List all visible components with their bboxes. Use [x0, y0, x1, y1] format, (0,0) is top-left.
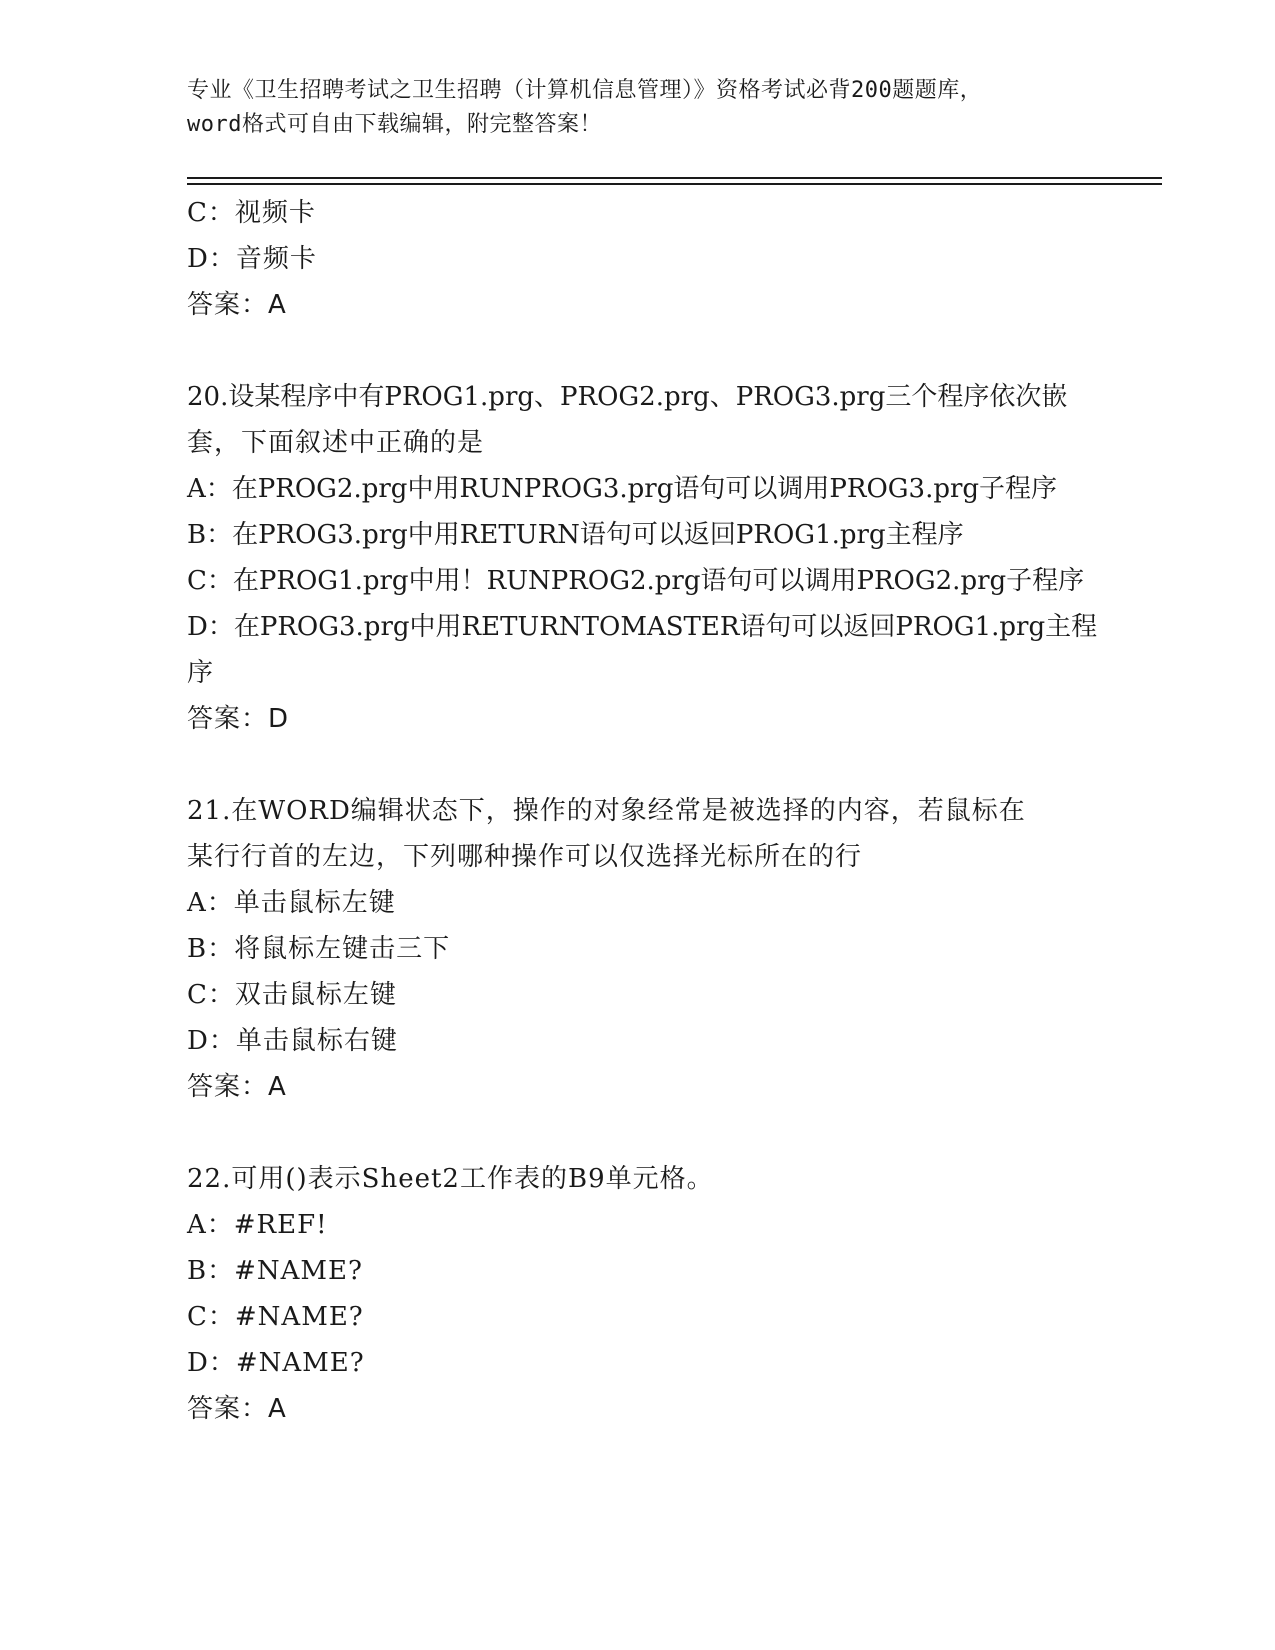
option-c: C：在PROG1.prg中用！RUNPROG2.prg语句可以调用PROG2.prg子程序: [187, 566, 1085, 596]
option-c: C：视频卡: [187, 198, 316, 228]
question-stem-line-1: 20.设某程序中有PROG1.prg、PROG2.prg、PROG3.prg三个程序依次嵌: [187, 382, 1068, 412]
option-a: A：#REF!: [187, 1210, 328, 1240]
option-b: B：在PROG3.prg中用RETURN语句可以返回PROG1.prg主程序: [187, 520, 964, 550]
header-divider-top: [187, 177, 1162, 179]
header-title-line-1: 专业《卫生招聘考试之卫生招聘（计算机信息管理）》资格考试必背200题题库，: [187, 78, 983, 103]
page-header: [187, 74, 1087, 142]
option-d-line-1: D：在PROG3.prg中用RETURNTOMASTER语句可以返回PROG1.prg主程: [187, 612, 1098, 642]
option-d-line-2: 序: [187, 658, 215, 688]
answer-line: 答案：D: [187, 704, 290, 734]
option-b: B：#NAME?: [187, 1256, 363, 1286]
option-d: D：音频卡: [187, 244, 317, 274]
option-c: C：#NAME?: [187, 1302, 364, 1332]
option-a: A：在PROG2.prg中用RUNPROG3.prg语句可以调用PROG3.prg子程序: [187, 474, 1058, 504]
option-b: B：将鼠标左键击三下: [187, 934, 451, 964]
question-stem-line-2: 某行行首的左边，下列哪种操作可以仅选择光标所在的行: [187, 842, 863, 872]
question-stem-line-2: 套，下面叙述中正确的是: [187, 428, 485, 458]
question-19-tail: [187, 190, 1087, 328]
question-content: [187, 190, 1098, 1432]
question-spacer: [187, 742, 1087, 788]
question-stem-line-1: 21.在WORD编辑状态下，操作的对象经常是被选择的内容，若鼠标在: [187, 796, 1026, 826]
answer-line: 答案：A: [187, 290, 287, 320]
option-a: A：单击鼠标左键: [187, 888, 396, 918]
question-22: [187, 1156, 1087, 1432]
question-21: [187, 788, 1087, 1110]
header-title-line-2: word格式可自由下载编辑，附完整答案！: [187, 112, 602, 137]
header-divider-bottom: [187, 183, 1162, 185]
option-c: C：双击鼠标左键: [187, 980, 397, 1010]
answer-line: 答案：A: [187, 1072, 287, 1102]
question-20: [187, 374, 1098, 742]
option-d: D：#NAME?: [187, 1348, 365, 1378]
question-spacer: [187, 1110, 1087, 1156]
question-stem-line-1: 22.可用()表示Sheet2工作表的B9单元格。: [187, 1164, 714, 1194]
question-spacer: [187, 328, 1087, 374]
answer-line: 答案：A: [187, 1394, 287, 1424]
option-d: D：单击鼠标右键: [187, 1026, 398, 1056]
